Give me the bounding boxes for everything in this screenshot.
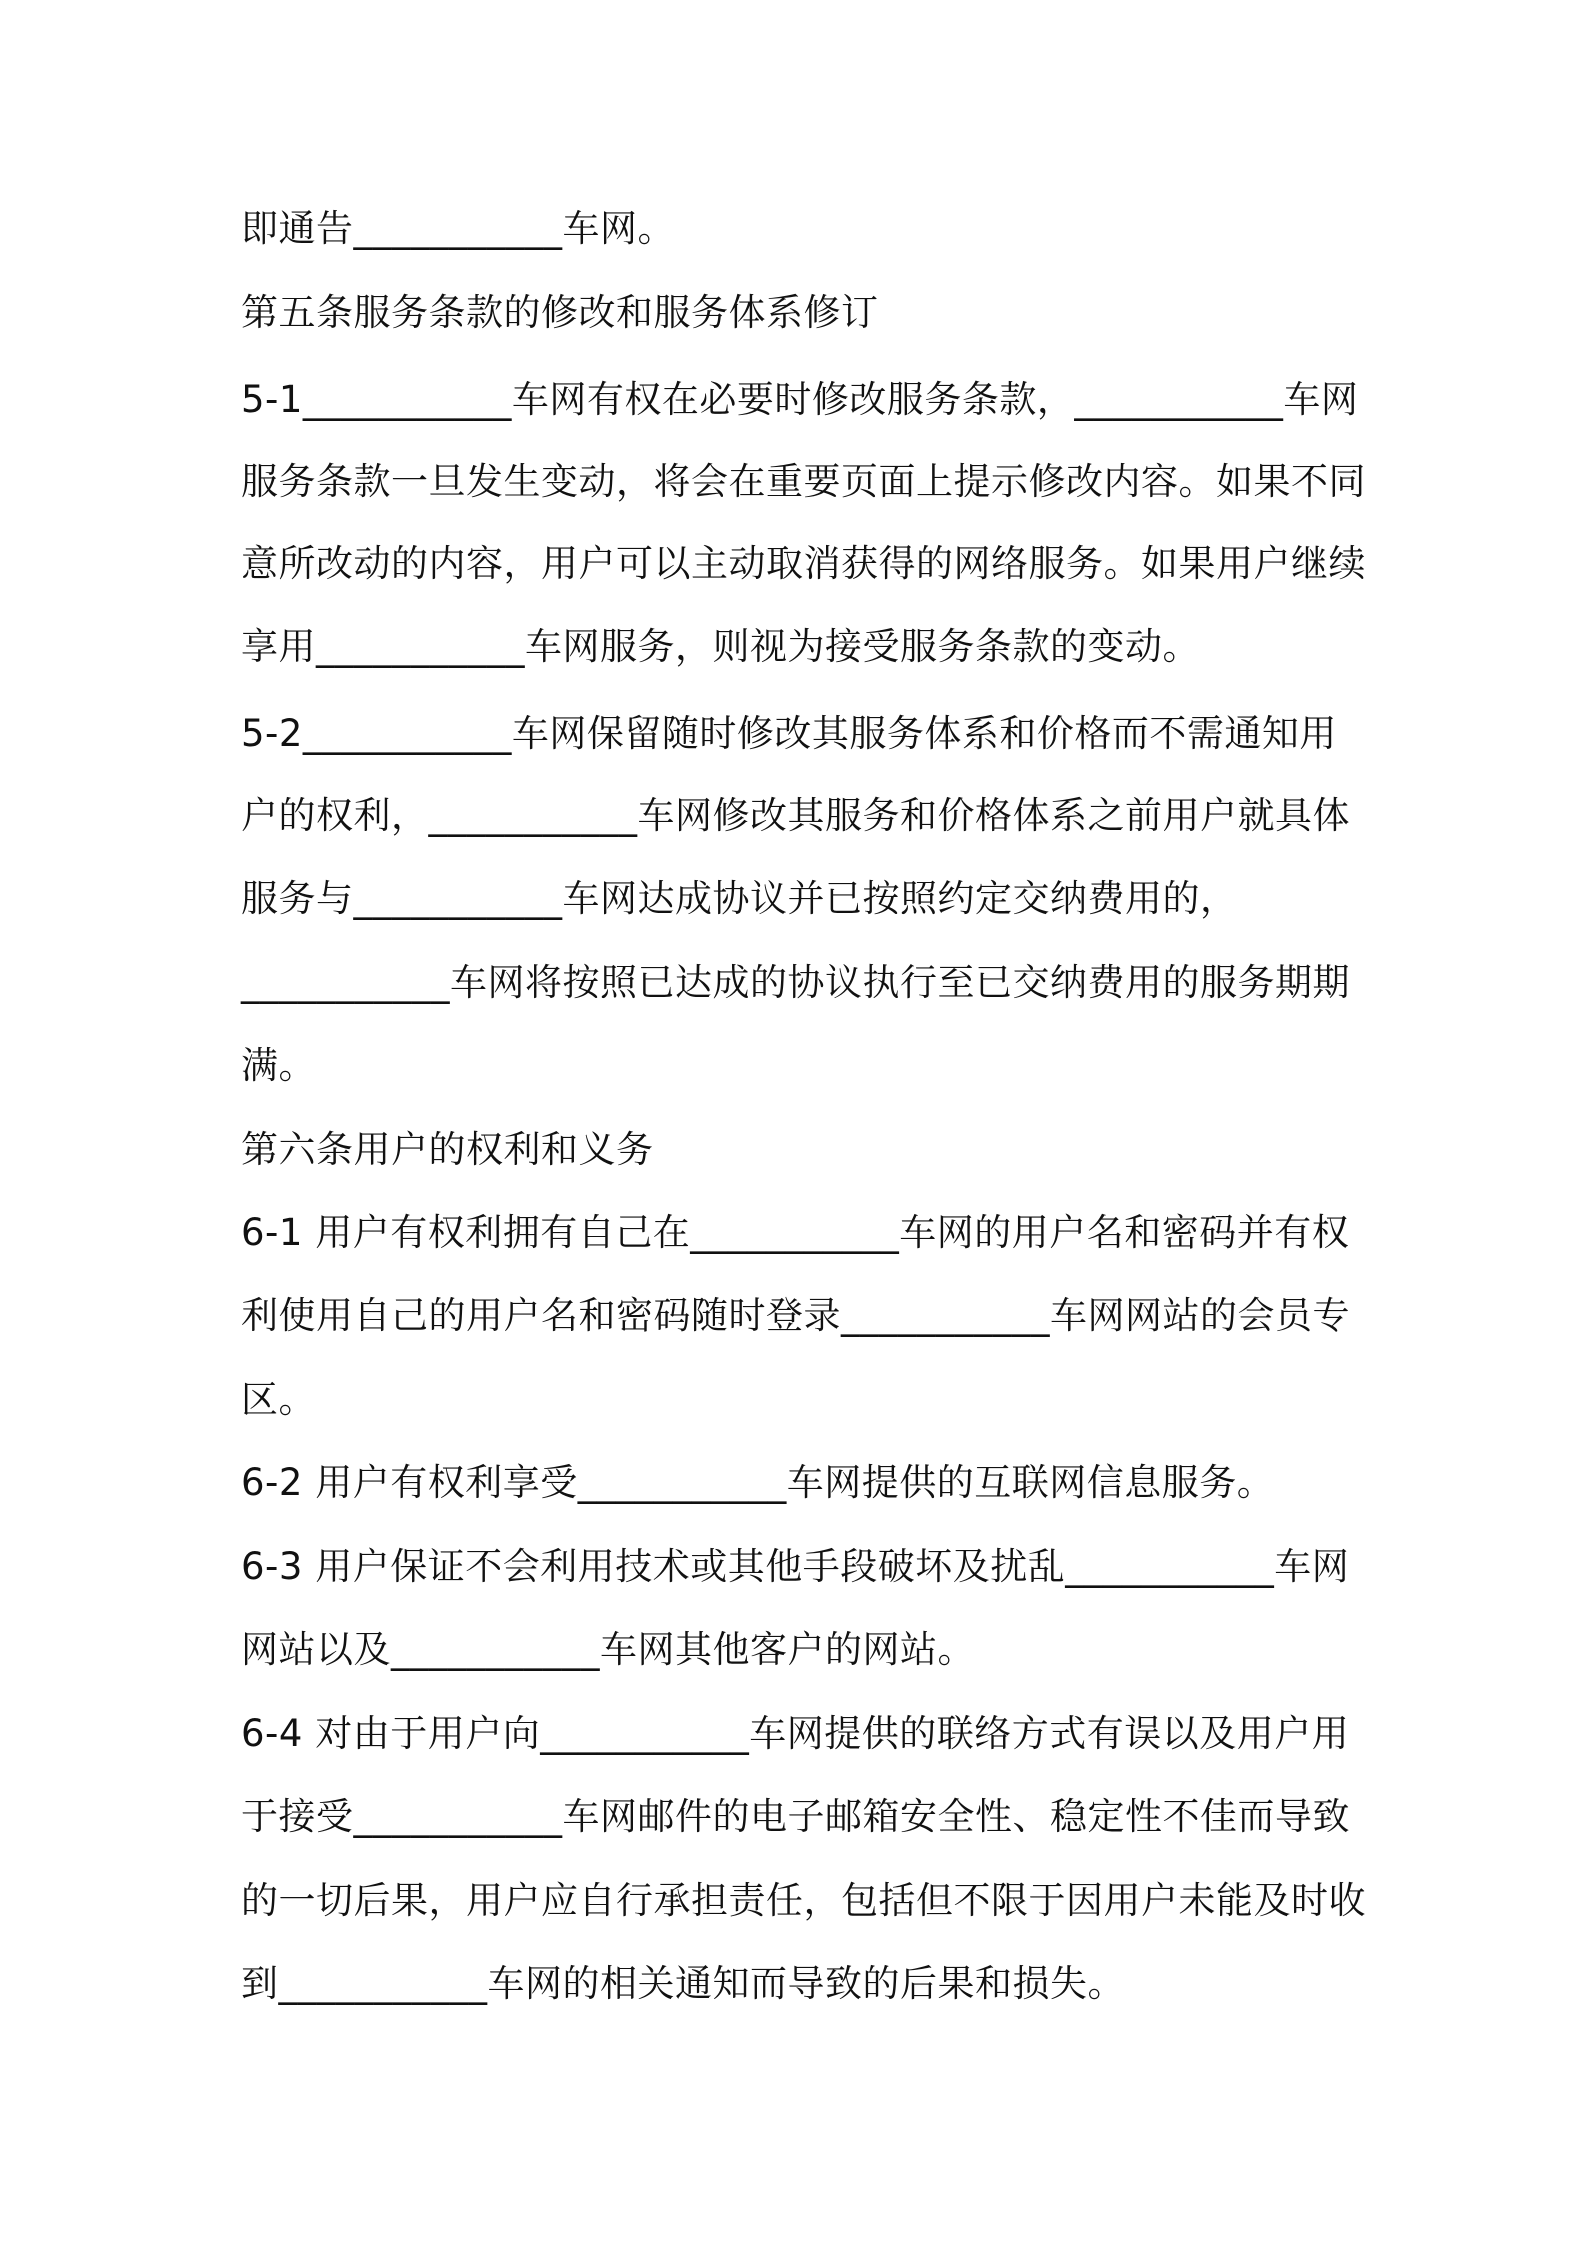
text-line: 即通告___________车网。 bbox=[241, 207, 675, 250]
text-line: 的一切后果，用户应自行承担责任，包括但不限于因用户未能及时收 bbox=[241, 1879, 1366, 1922]
text-line: 6-1 用户有权利拥有自己在___________车网的用户名和密码并有权 bbox=[241, 1211, 1350, 1254]
text-line: 到___________车网的相关通知而导致的后果和损失。 bbox=[241, 1962, 1125, 2005]
text-line: 6-2 用户有权利享受___________车网提供的互联网信息服务。 bbox=[241, 1461, 1275, 1504]
text-line: ___________车网将按照已达成的协议执行至已交纳费用的服务期期 bbox=[241, 961, 1350, 1004]
text-line: 6-4 对由于用户向___________车网提供的联络方式有误以及用户用 bbox=[241, 1712, 1350, 1755]
text-line: 意所改动的内容，用户可以主动取消获得的网络服务。如果用户继续 bbox=[241, 542, 1366, 585]
text-line: 享用___________车网服务，则视为接受服务条款的变动。 bbox=[241, 625, 1200, 668]
text-line: 区。 bbox=[241, 1378, 316, 1421]
text-line: 5-2___________车网保留随时修改其服务体系和价格而不需通知用 bbox=[241, 712, 1337, 755]
text-line: 6-3 用户保证不会利用技术或其他手段破坏及扰乱___________车网 bbox=[241, 1545, 1350, 1588]
text-line: 5-1___________车网有权在必要时修改服务条款，___________车网 bbox=[241, 378, 1359, 421]
text-line: 服务条款一旦发生变动，将会在重要页面上提示修改内容。如果不同 bbox=[241, 460, 1366, 503]
text-line: 服务与___________车网达成协议并已按照约定交纳费用的， bbox=[241, 877, 1238, 920]
section-heading: 第六条用户的权利和义务 bbox=[241, 1128, 654, 1171]
text-line: 满。 bbox=[241, 1044, 316, 1087]
text-line: 网站以及___________车网其他客户的网站。 bbox=[241, 1628, 975, 1671]
section-heading: 第五条服务条款的修改和服务体系修订 bbox=[241, 291, 879, 334]
text-line: 户的权利，___________车网修改其服务和价格体系之前用户就具体 bbox=[241, 794, 1350, 837]
text-line: 于接受___________车网邮件的电子邮箱安全性、稳定性不佳而导致 bbox=[241, 1795, 1350, 1838]
text-line: 利使用自己的用户名和密码随时登录___________车网网站的会员专 bbox=[241, 1294, 1350, 1337]
